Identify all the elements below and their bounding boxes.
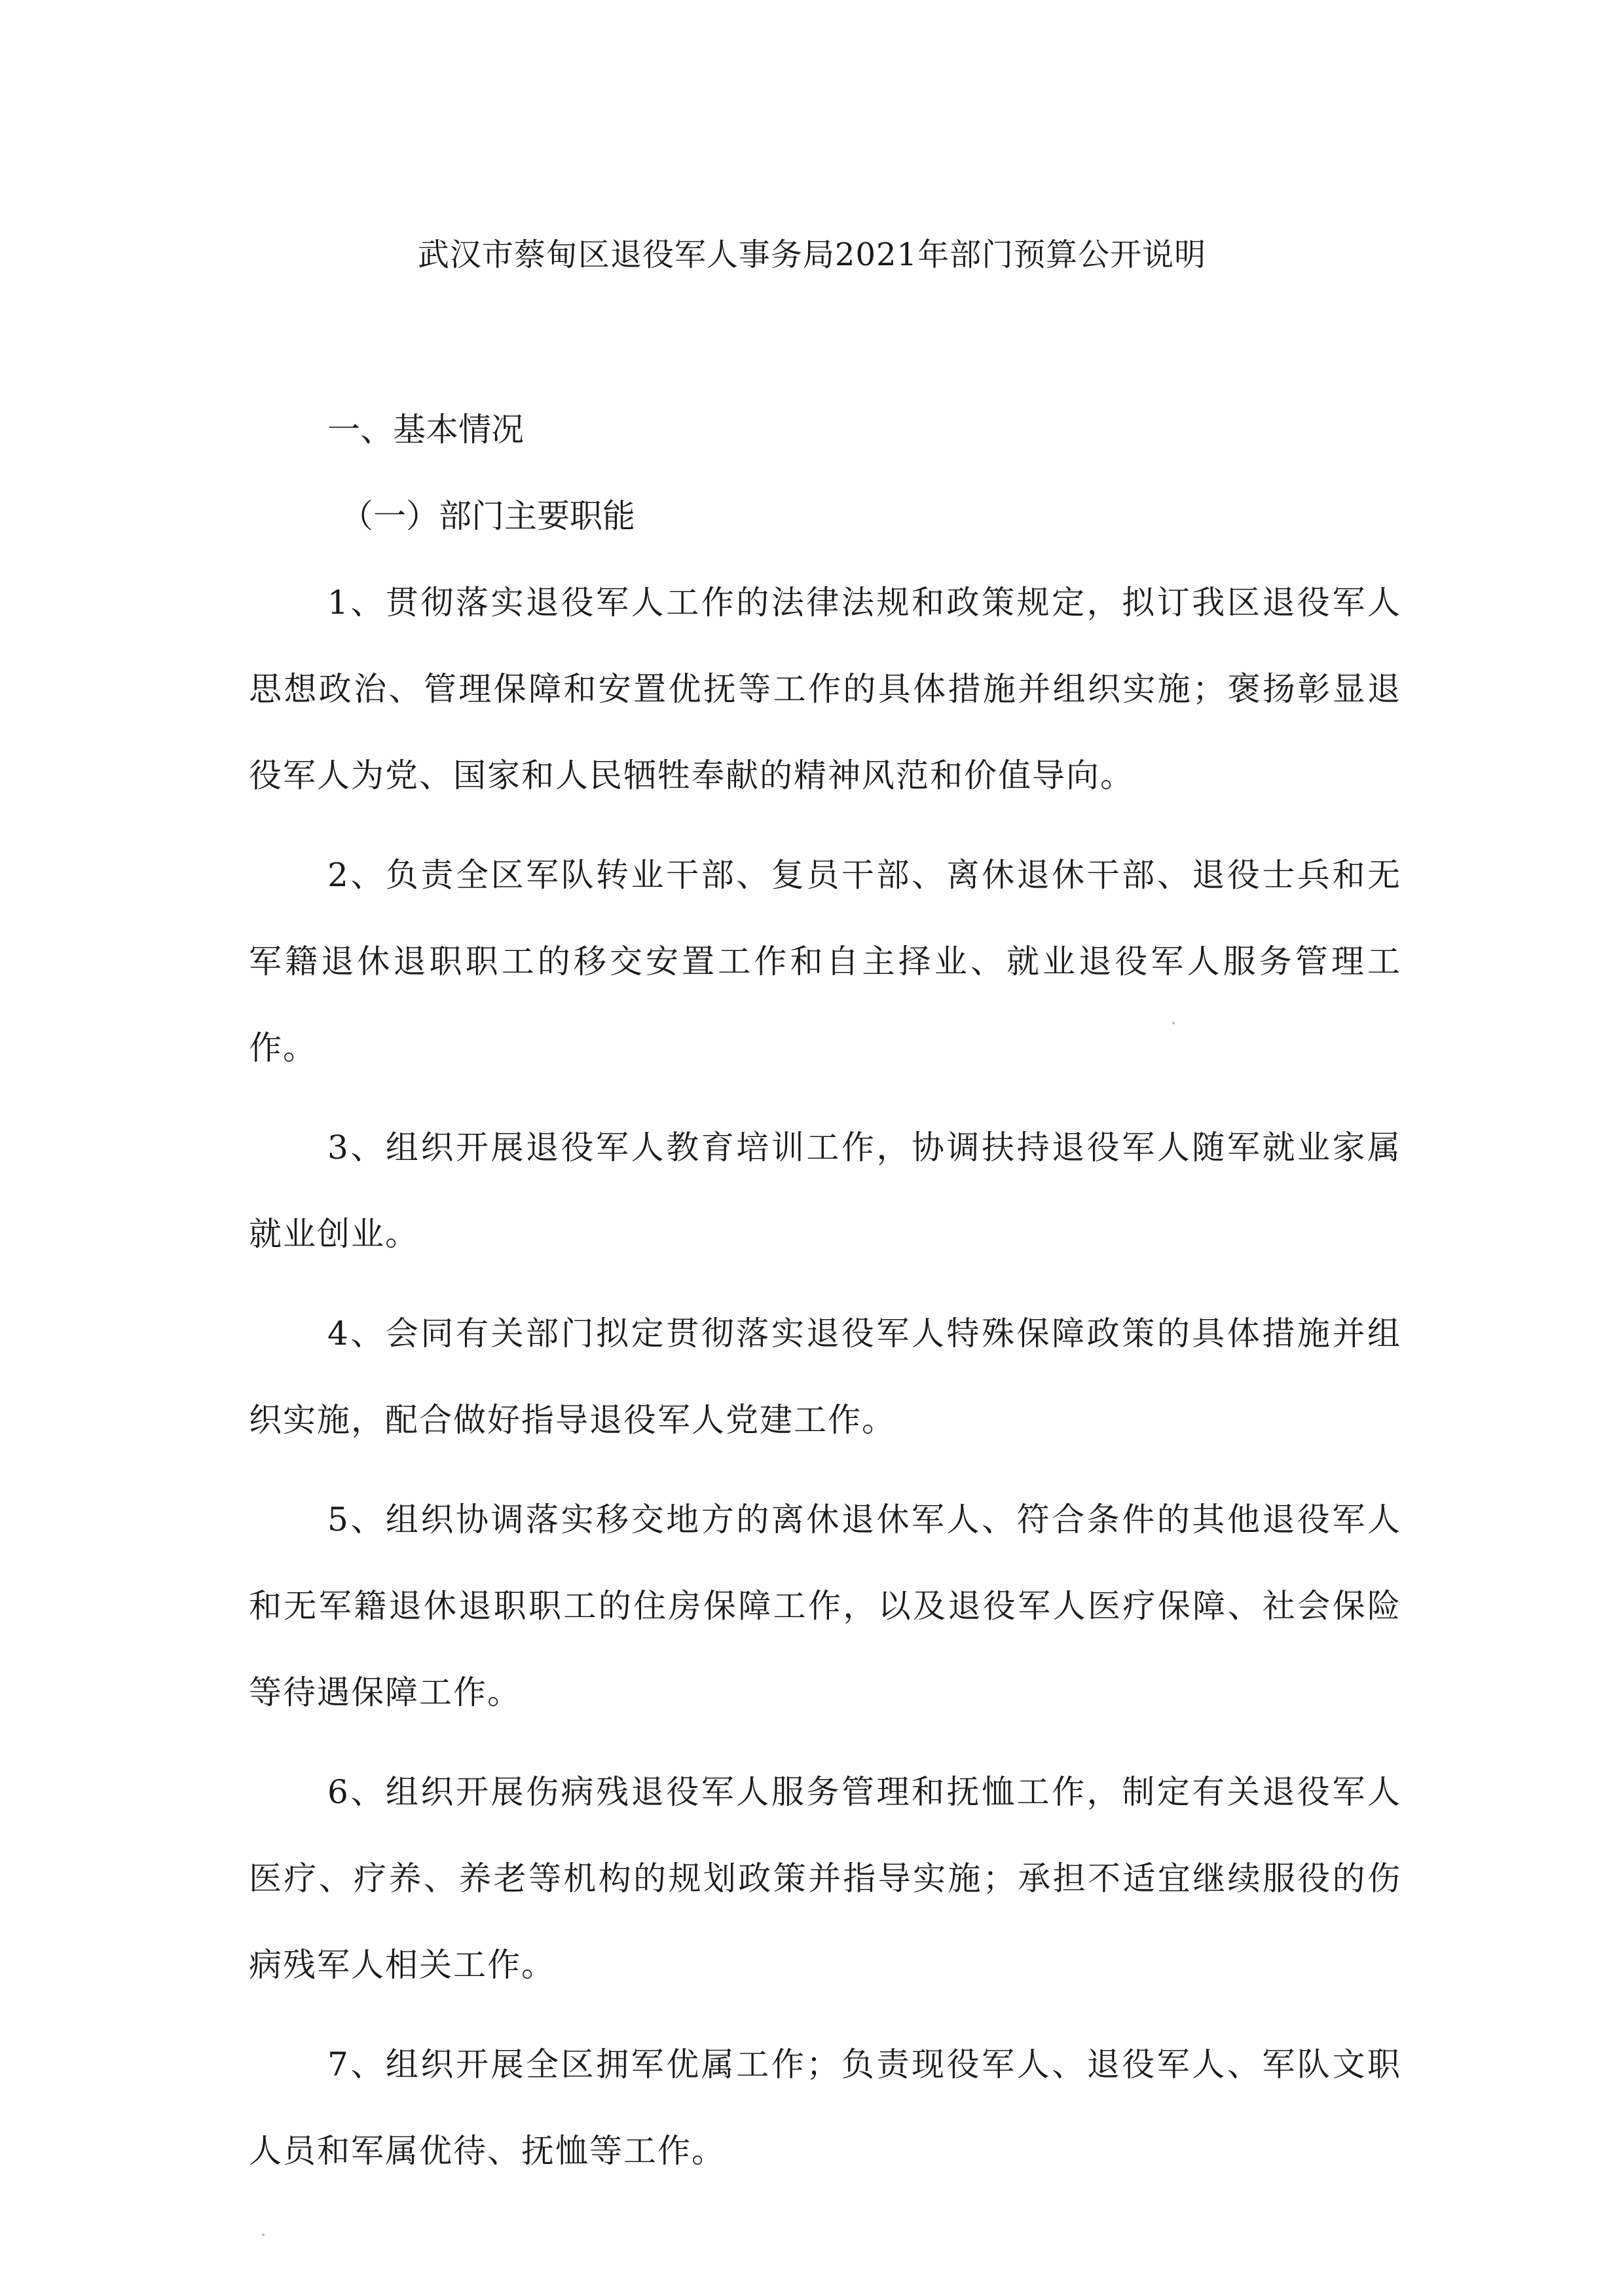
paragraph-1: 1、贯彻落实退役军人工作的法律法规和政策规定，拟订我区退役军人思想政治、管理保障和安置优抚等工作的具体措施并组织实施；褒扬彰显退役军人为党、国家和人民牺牲奉献的精神风范和价值导向。 xyxy=(249,584,1401,794)
paragraph-4: 4、会同有关部门拟定贯彻落实退役军人特殊保障政策的具体措施并组织实施，配合做好指导退役军人党建工作。 xyxy=(249,1315,1401,1439)
section-heading: 一、基本情况 xyxy=(327,411,524,449)
paragraph-3: 3、组织开展退役军人教育培训工作，协调扶持退役军人随军就业家属就业创业。 xyxy=(249,1129,1401,1253)
document-body xyxy=(249,386,1401,2207)
scan-speck xyxy=(1172,1022,1175,1024)
subsection-heading: （一）部门主要职能 xyxy=(341,497,635,535)
paragraph-6: 6、组织开展伤病残退役军人服务管理和抚恤工作，制定有关退役军人医疗、疗养、养老等机构的规划政策并指导实施；承担不适宜继续服役的伤病残军人相关工作。 xyxy=(249,1773,1401,1984)
paragraph-7: 7、组织开展全区拥军优属工作；负责现役军人、退役军人、军队文职人员和军属优待、抚恤等工作。 xyxy=(249,2045,1401,2170)
paragraph-5: 5、组织协调落实移交地方的离休退休军人、符合条件的其他退役军人和无军籍退休退职职工的住房保障工作，以及退役军人医疗保障、社会保险等待遇保障工作。 xyxy=(249,1501,1401,1711)
paragraph-2: 2、负责全区军队转业干部、复员干部、离休退休干部、退役士兵和无军籍退休退职职工的移交安置工作和自主择业、就业退役军人服务管理工作。 xyxy=(249,856,1401,1067)
scan-speck xyxy=(262,2233,265,2236)
page-title: 武汉市蔡甸区退役军人事务局2021年部门预算公开说明 xyxy=(417,236,1207,273)
